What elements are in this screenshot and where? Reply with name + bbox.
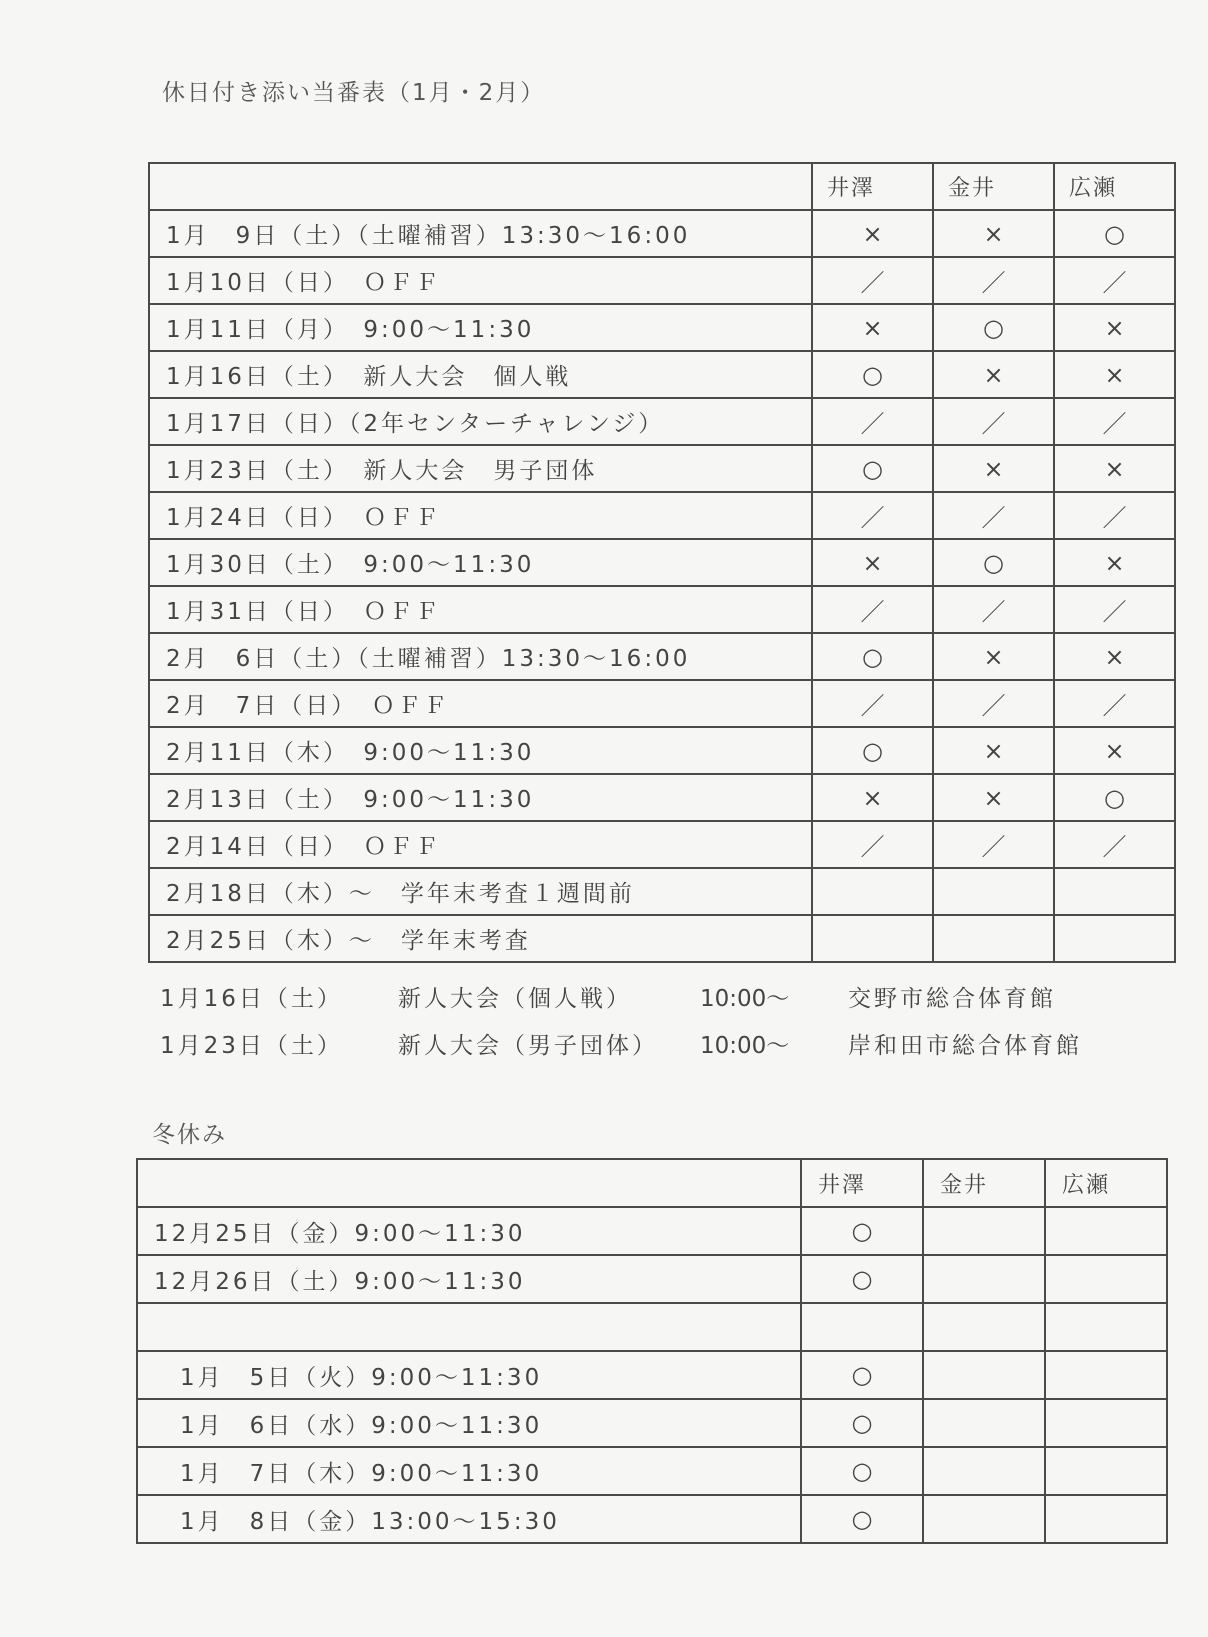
duty-mark-cell	[933, 915, 1054, 962]
date-description-cell: 1月11日（月） 9:00〜11:30	[149, 304, 812, 351]
date-description-cell	[137, 1303, 801, 1351]
note-venue: 岸和田市総合体育館	[848, 1033, 1082, 1059]
table-row	[149, 821, 1175, 868]
date-description-cell: 2月11日（木） 9:00〜11:30	[149, 727, 812, 774]
duty-mark-cell: ／	[933, 680, 1054, 727]
header-blank-cell	[149, 163, 812, 210]
duty-mark-cell	[1045, 1495, 1167, 1543]
duty-mark-cell	[923, 1255, 1045, 1303]
header-person-cell: 金井	[923, 1159, 1045, 1207]
duty-mark-cell: ○	[801, 1207, 923, 1255]
duty-mark-cell: ○	[812, 445, 933, 492]
date-description-cell: 1月16日（土） 新人大会 個人戦	[149, 351, 812, 398]
duty-mark-cell: ×	[933, 727, 1054, 774]
duty-mark-cell: ○	[801, 1447, 923, 1495]
date-description-cell: 2月 7日（日） ＯＦＦ	[149, 680, 812, 727]
duty-mark-cell: ×	[933, 633, 1054, 680]
duty-mark-cell: ○	[933, 304, 1054, 351]
duty-mark-cell: ×	[1054, 351, 1175, 398]
duty-mark-cell	[923, 1351, 1045, 1399]
duty-mark-cell	[923, 1207, 1045, 1255]
duty-mark-cell: ×	[812, 774, 933, 821]
duty-mark-cell: ／	[812, 586, 933, 633]
note-venue: 交野市総合体育館	[848, 986, 1056, 1012]
duty-mark-cell	[1045, 1447, 1167, 1495]
duty-mark-cell: ○	[801, 1255, 923, 1303]
date-description-cell: 1月 9日（土）（土曜補習）13:30〜16:00	[149, 210, 812, 257]
duty-mark-cell: ／	[812, 398, 933, 445]
duty-mark-cell: ○	[801, 1495, 923, 1543]
duty-mark-cell: ／	[1054, 680, 1175, 727]
header-person-cell: 井澤	[812, 163, 933, 210]
table-row	[149, 868, 1175, 915]
table-row	[149, 351, 1175, 398]
table-row	[149, 210, 1175, 257]
duty-mark-cell	[1045, 1255, 1167, 1303]
table-row	[149, 445, 1175, 492]
note-row	[160, 1027, 1100, 1074]
duty-mark-cell	[1045, 1303, 1167, 1351]
date-description-cell: 1月24日（日） ＯＦＦ	[149, 492, 812, 539]
duty-mark-cell: ○	[812, 633, 933, 680]
table-row	[137, 1303, 1167, 1351]
duty-mark-cell	[1045, 1399, 1167, 1447]
duty-mark-cell	[923, 1303, 1045, 1351]
note-event: 新人大会（男子団体）	[398, 1033, 658, 1059]
date-description-cell: 1月10日（日） ＯＦＦ	[149, 257, 812, 304]
duty-mark-cell: ／	[812, 492, 933, 539]
duty-mark-cell	[923, 1447, 1045, 1495]
duty-mark-cell: ×	[933, 351, 1054, 398]
header-person-cell: 金井	[933, 163, 1054, 210]
duty-mark-cell: ／	[933, 586, 1054, 633]
table-row	[149, 915, 1175, 962]
page-title: 休日付き添い当番表（1月・2月）	[162, 80, 546, 106]
duty-mark-cell: ○	[1054, 774, 1175, 821]
duty-mark-cell: ×	[812, 304, 933, 351]
duty-mark-cell: ×	[1054, 445, 1175, 492]
duty-mark-cell	[933, 868, 1054, 915]
header-blank-cell	[137, 1159, 801, 1207]
duty-mark-cell: ／	[933, 398, 1054, 445]
duty-mark-cell: ○	[1054, 210, 1175, 257]
duty-mark-cell	[801, 1303, 923, 1351]
duty-mark-cell: ／	[933, 492, 1054, 539]
table-row	[149, 257, 1175, 304]
table-row	[149, 539, 1175, 586]
date-description-cell: 1月23日（土） 新人大会 男子団体	[149, 445, 812, 492]
date-description-cell: 12月26日（土）9:00〜11:30	[137, 1255, 801, 1303]
duty-mark-cell	[923, 1495, 1045, 1543]
header-person-cell: 広瀬	[1054, 163, 1175, 210]
duty-mark-cell: ×	[1054, 539, 1175, 586]
winter-break-heading: 冬休み	[152, 1122, 227, 1148]
note-event: 新人大会（個人戦）	[398, 986, 632, 1012]
date-description-cell: 1月17日（日）（2年センターチャレンジ）	[149, 398, 812, 445]
duty-mark-cell: ／	[812, 680, 933, 727]
date-description-cell: 2月18日（木）〜 学年末考査１週間前	[149, 868, 812, 915]
note-time: 10:00〜	[700, 986, 790, 1012]
table-row	[137, 1495, 1167, 1543]
table-row	[137, 1255, 1167, 1303]
date-description-cell: 1月31日（日） ＯＦＦ	[149, 586, 812, 633]
duty-mark-cell: ×	[1054, 633, 1175, 680]
table-row	[149, 398, 1175, 445]
date-description-cell: 2月 6日（土）（土曜補習）13:30〜16:00	[149, 633, 812, 680]
duty-mark-cell: ×	[933, 774, 1054, 821]
duty-mark-cell: ×	[812, 210, 933, 257]
duty-mark-cell: ／	[933, 821, 1054, 868]
date-description-cell: 1月 6日（水）9:00〜11:30	[137, 1399, 801, 1447]
duty-mark-cell	[923, 1399, 1045, 1447]
table-row	[137, 1351, 1167, 1399]
duty-mark-cell: ／	[812, 257, 933, 304]
date-description-cell: 1月 5日（火）9:00〜11:30	[137, 1351, 801, 1399]
duty-mark-cell: ×	[812, 539, 933, 586]
duty-mark-cell: ／	[1054, 586, 1175, 633]
date-description-cell: 1月30日（土） 9:00〜11:30	[149, 539, 812, 586]
duty-mark-cell: ○	[812, 351, 933, 398]
duty-mark-cell: ／	[1054, 821, 1175, 868]
date-description-cell: 2月25日（木）〜 学年末考査	[149, 915, 812, 962]
table-row	[137, 1207, 1167, 1255]
holiday-duty-table	[148, 162, 1176, 963]
duty-mark-cell: ×	[1054, 727, 1175, 774]
date-description-cell: 2月13日（土） 9:00〜11:30	[149, 774, 812, 821]
duty-mark-cell: ○	[812, 727, 933, 774]
header-row	[149, 163, 1175, 210]
table-row	[149, 727, 1175, 774]
duty-mark-cell: ×	[933, 210, 1054, 257]
duty-mark-cell: ×	[933, 445, 1054, 492]
header-row	[137, 1159, 1167, 1207]
winter-duty-table	[136, 1158, 1168, 1544]
duty-mark-cell: ／	[1054, 492, 1175, 539]
duty-mark-cell: ／	[812, 821, 933, 868]
duty-mark-cell: ○	[801, 1351, 923, 1399]
tournament-notes	[160, 980, 1100, 1074]
note-date: 1月16日（土）	[160, 986, 343, 1012]
table-row	[149, 774, 1175, 821]
duty-mark-cell: ／	[1054, 257, 1175, 304]
duty-mark-cell: ／	[1054, 398, 1175, 445]
date-description-cell: 1月 8日（金）13:00〜15:30	[137, 1495, 801, 1543]
table-row	[137, 1447, 1167, 1495]
duty-mark-cell	[812, 868, 933, 915]
table-row	[149, 680, 1175, 727]
table-row	[149, 492, 1175, 539]
table-row	[149, 586, 1175, 633]
table-row	[149, 304, 1175, 351]
date-description-cell: 1月 7日（木）9:00〜11:30	[137, 1447, 801, 1495]
duty-mark-cell: ○	[933, 539, 1054, 586]
table-row	[149, 633, 1175, 680]
duty-mark-cell	[1045, 1207, 1167, 1255]
date-description-cell: 12月25日（金）9:00〜11:30	[137, 1207, 801, 1255]
note-row	[160, 980, 1100, 1027]
duty-mark-cell	[1045, 1351, 1167, 1399]
duty-mark-cell: ／	[933, 257, 1054, 304]
note-date: 1月23日（土）	[160, 1033, 343, 1059]
note-time: 10:00〜	[700, 1033, 790, 1059]
date-description-cell: 2月14日（日） ＯＦＦ	[149, 821, 812, 868]
duty-mark-cell	[812, 915, 933, 962]
duty-mark-cell: ×	[1054, 304, 1175, 351]
duty-mark-cell	[1054, 868, 1175, 915]
table-row	[137, 1399, 1167, 1447]
duty-mark-cell	[1054, 915, 1175, 962]
header-person-cell: 広瀬	[1045, 1159, 1167, 1207]
header-person-cell: 井澤	[801, 1159, 923, 1207]
duty-mark-cell: ○	[801, 1399, 923, 1447]
